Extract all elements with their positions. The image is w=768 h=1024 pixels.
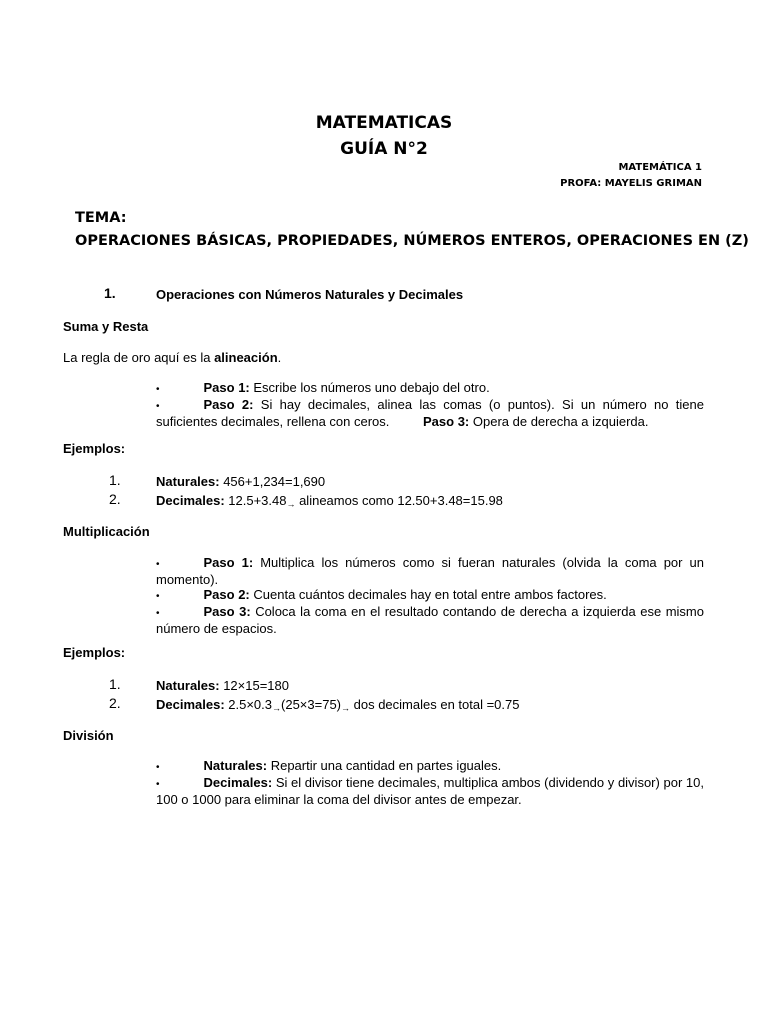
division-items bbox=[156, 758, 704, 807]
list-number: 2. bbox=[109, 695, 121, 711]
heading-ejemplos-2: Ejemplos: bbox=[63, 645, 126, 660]
division-decimal: • Decimales: Si el divisor tiene decimales, multiplica ambos (dividendo y divisor) por 10, 100 o 1000 para eliminar la coma del divisor antes de empezar. bbox=[156, 775, 704, 807]
intro-paragraph: La regla de oro aquí es la alineación. bbox=[63, 350, 282, 365]
heading-ejemplos-1: Ejemplos: bbox=[63, 441, 126, 456]
suma-resta-steps bbox=[156, 380, 704, 431]
list-number: 1. bbox=[109, 472, 121, 488]
teacher-name: PROFA: MAYELIS GRIMAN bbox=[560, 178, 702, 189]
step-2: • Paso 2: Si hay decimales, alinea las comas (o puntos). Si un número no tiene suficientes decimales, rellena con ceros. Paso 3: Opera de derecha a izquierda. bbox=[156, 397, 704, 429]
document-title: MATEMATICAS bbox=[315, 113, 453, 133]
heading-multiplicacion: Multiplicación bbox=[63, 524, 150, 539]
section-number: 1. bbox=[104, 285, 116, 301]
section-title: Operaciones con Números Naturales y Decimales bbox=[156, 287, 464, 302]
tema-label: TEMA: bbox=[75, 210, 127, 226]
course-name: MATEMÁTICA 1 bbox=[618, 162, 702, 173]
heading-suma-resta: Suma y Resta bbox=[63, 319, 149, 334]
bullet: • bbox=[156, 608, 160, 619]
step-2: • Paso 2: Cuenta cuántos decimales hay en total entre ambos factores. bbox=[156, 587, 607, 602]
step-3: • Paso 3: Coloca la coma en el resultado contando de derecha a izquierda ese mismo número de espacios. bbox=[156, 604, 704, 636]
step-1: • Paso 1: Escribe los números uno debajo del otro. bbox=[156, 380, 490, 395]
multiplicacion-steps bbox=[156, 555, 704, 636]
bullet: • bbox=[156, 384, 160, 395]
list-number: 2. bbox=[109, 491, 121, 507]
heading-division: División bbox=[63, 728, 114, 743]
arrow-right-icon: → bbox=[286, 499, 296, 509]
division-natural: • Naturales: Repartir una cantidad en partes iguales. bbox=[156, 758, 502, 773]
example-decimal-sum: Decimales: 12.5+3.48→ alineamos como 12.50+3.48=15.98 bbox=[156, 493, 503, 509]
bullet: • bbox=[156, 591, 160, 602]
arrow-right-icon: → bbox=[341, 703, 351, 713]
arrow-right-icon: → bbox=[272, 703, 282, 713]
bullet: • bbox=[156, 762, 160, 773]
bullet: • bbox=[156, 779, 160, 790]
example-decimal-product: Decimales: 2.5×0.3→(25×3=75)→ dos decimales en total =0.75 bbox=[156, 697, 520, 713]
tema-text: OPERACIONES BÁSICAS, PROPIEDADES, NÚMEROS ENTEROS, OPERACIONES EN (Z) bbox=[75, 233, 749, 249]
example-natural-sum: Naturales: 456+1,234=1,690 bbox=[156, 474, 326, 489]
example-natural-product: Naturales: 12×15=180 bbox=[156, 678, 289, 693]
bullet: • bbox=[156, 559, 160, 570]
bullet: • bbox=[156, 401, 160, 412]
list-number: 1. bbox=[109, 676, 121, 692]
step-1: • Paso 1: Multiplica los números como si fueran naturales (olvida la coma por un momento). bbox=[156, 555, 704, 587]
document-subtitle: GUÍA N°2 bbox=[340, 139, 428, 159]
